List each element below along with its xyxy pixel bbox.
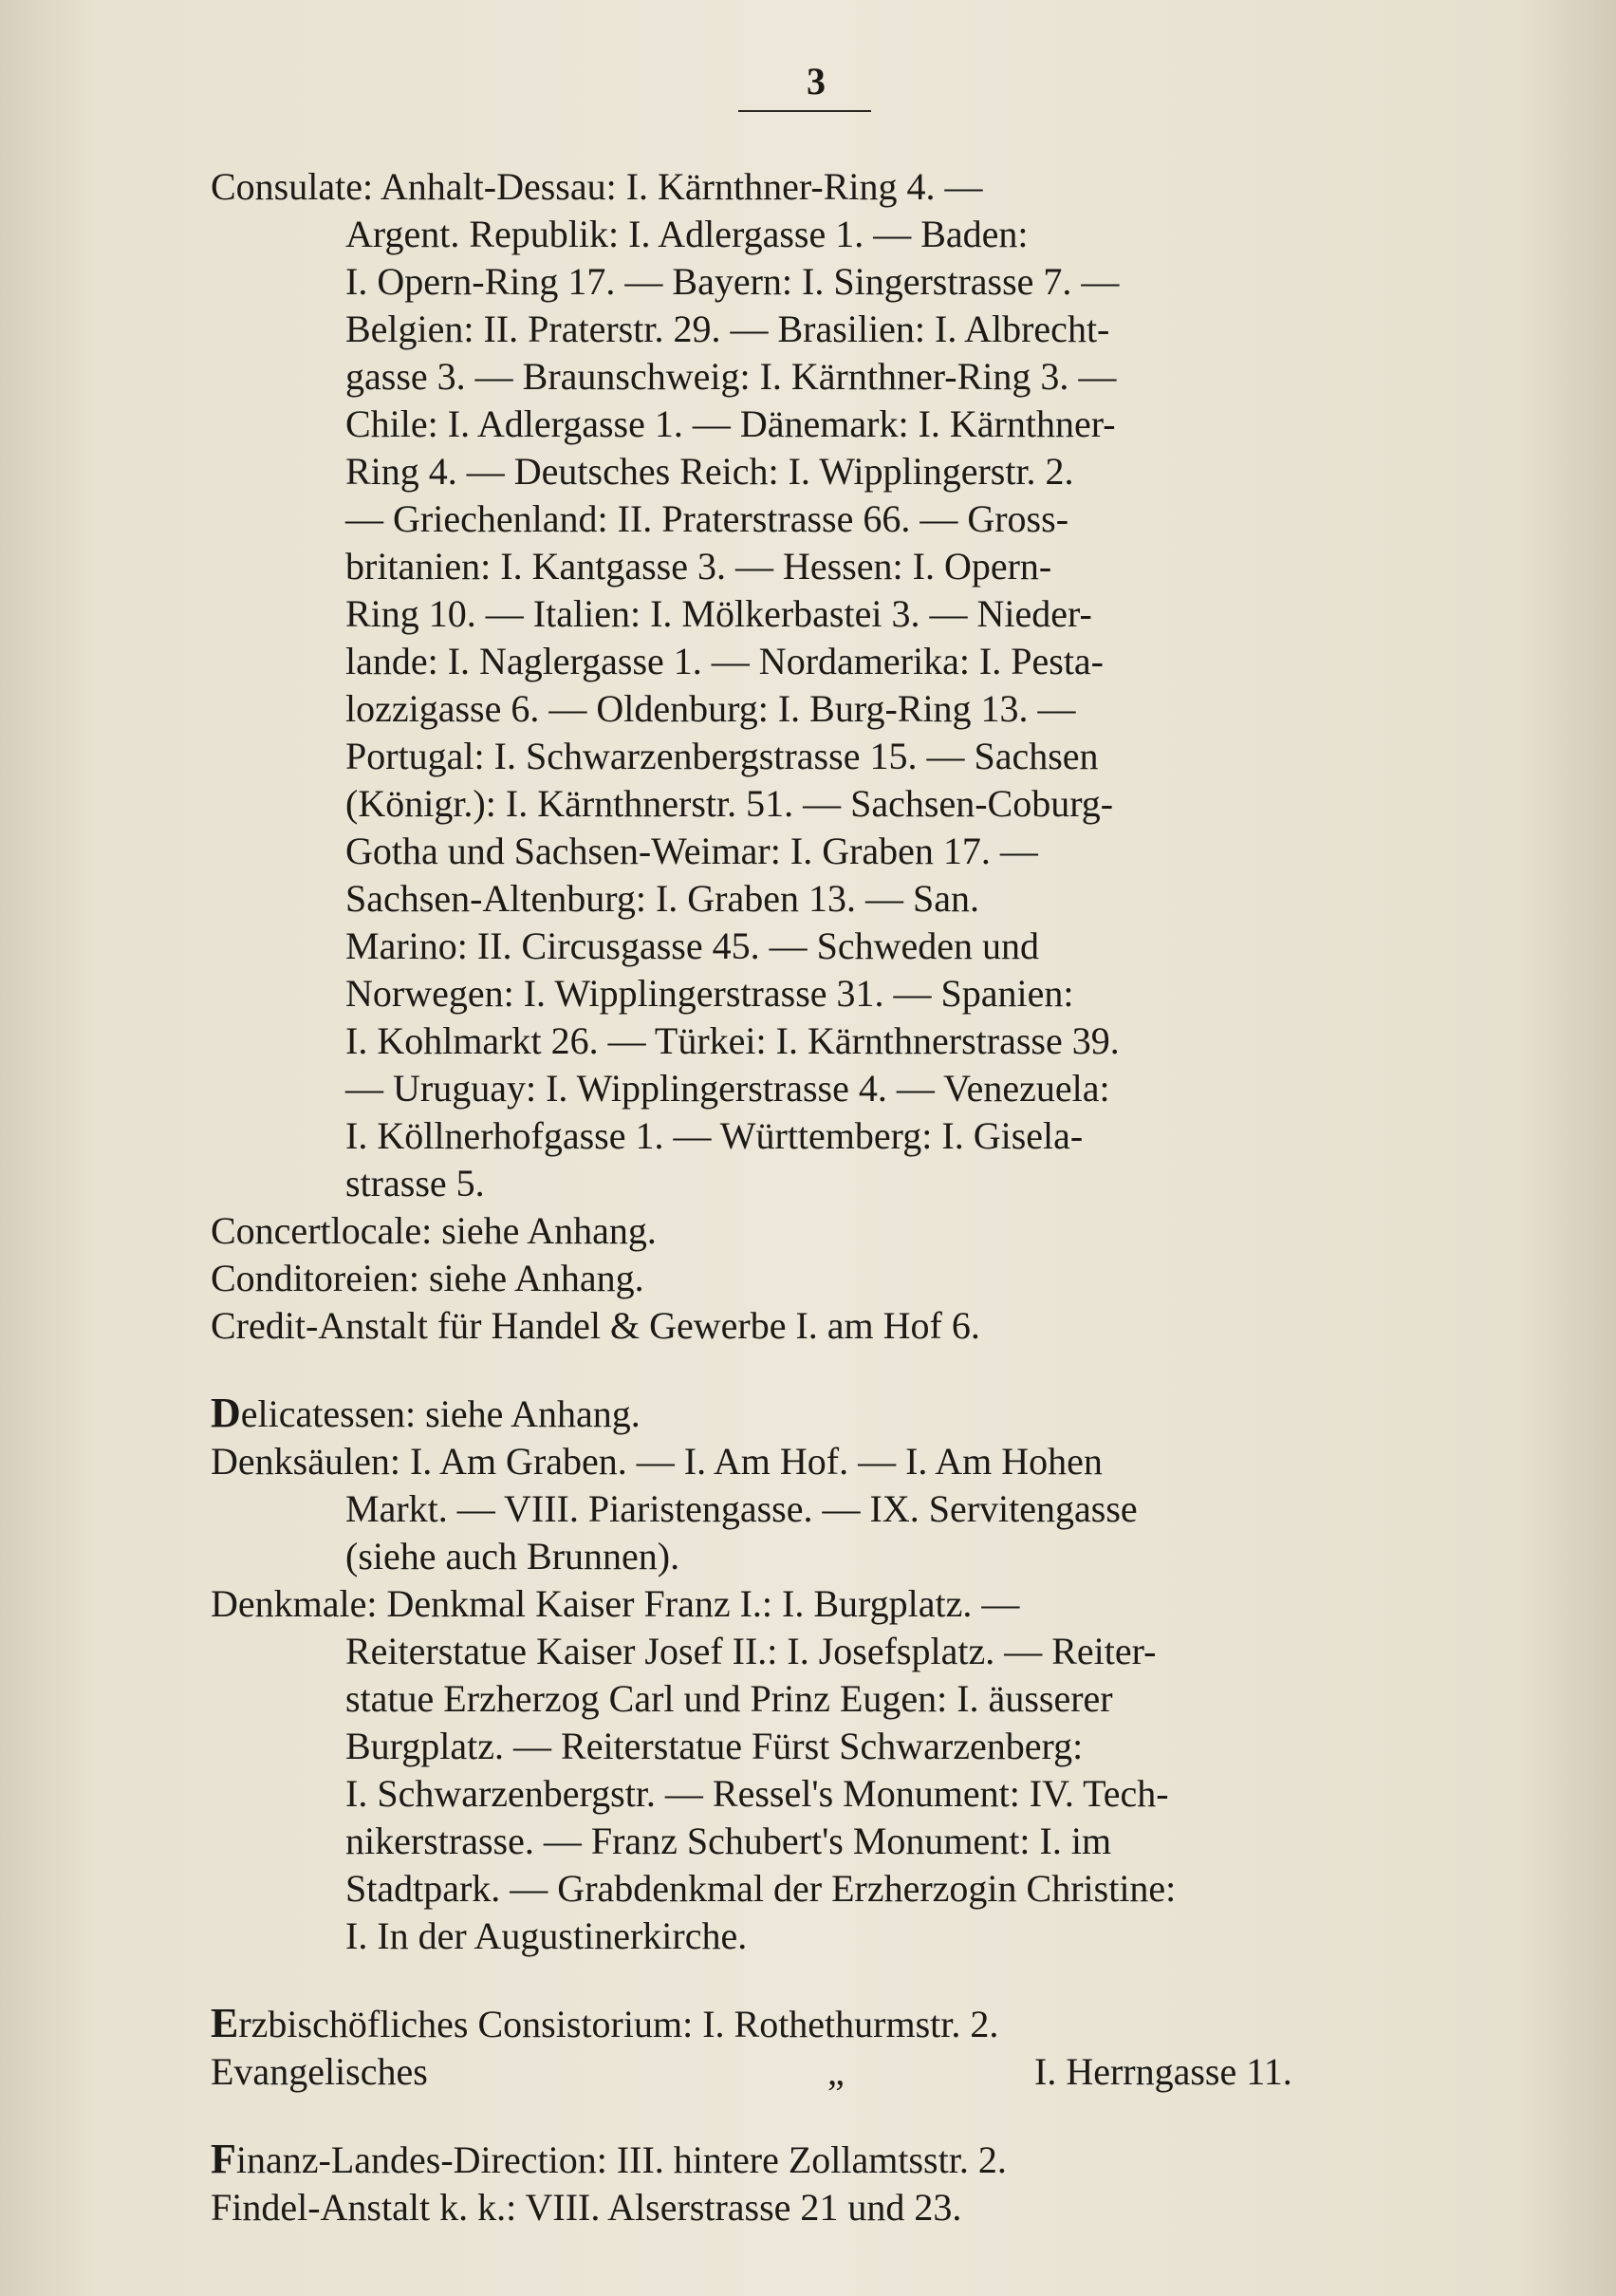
text-line: lande: I. Naglergasse 1. — Nordamerika: I. Pesta-	[345, 640, 1105, 682]
text-line: Ring 10. — Italien: I. Mölkerbastei 3. — Nieder-	[345, 592, 1092, 635]
text-line: Markt. — VIII. Piaristengasse. — IX. Servitengasse	[345, 1487, 1138, 1530]
text-line: Marino: II. Circusgasse 45. — Schweden und	[345, 924, 1039, 967]
entry-text: inanz-Landes-Direction: III. hintere Zollamtsstr. 2.	[235, 2138, 1007, 2181]
entry-denksaeulen	[211, 1438, 1444, 1580]
section-initial-f: F	[211, 2136, 236, 2182]
entry-label: Evangelisches	[211, 2050, 428, 2093]
text-line: Norwegen: I. Wipplingerstrasse 31. — Spanien:	[345, 972, 1074, 1015]
text-line: (siehe auch Brunnen).	[345, 1535, 680, 1577]
text-line: — Uruguay: I. Wipplingerstrasse 4. — Venezuela:	[345, 1067, 1110, 1110]
section-gap	[211, 1960, 1444, 2000]
ditto-mark: „	[827, 2050, 845, 2093]
text-line: Argent. Republik: I. Adlergasse 1. — Baden:	[345, 213, 1029, 255]
text-line: Belgien: II. Praterstr. 29. — Brasilien: I. Albrecht-	[345, 308, 1110, 350]
section-gap	[211, 1350, 1444, 1390]
entry-findel-anstalt: Findel-Anstalt k. k.: VIII. Alserstrasse 21 und 23.	[211, 2186, 962, 2229]
entry-text: rzbischöfliches Consistorium: I. Rothethurmstr. 2.	[238, 2003, 999, 2045]
text-line: I. Kohlmarkt 26. — Türkei: I. Kärnthnerstrasse 39.	[345, 1019, 1120, 1062]
text-line: Stadtpark. — Grabdenkmal der Erzherzogin Christine:	[345, 1867, 1177, 1910]
entry-concertlocale: Concertlocale: siehe Anhang.	[211, 1209, 657, 1252]
entry-consistorium	[211, 2000, 1444, 2048]
text-line: gasse 3. — Braunschweig: I. Kärnthner-Ring 3. —	[345, 355, 1117, 398]
text-line: I. In der Augustinerkirche.	[345, 1914, 748, 1957]
text-line: nikerstrasse. — Franz Schubert's Monument: I. im	[345, 1820, 1112, 1862]
text-line: I. Schwarzenbergstr. — Ressel's Monument: IV. Tech-	[345, 1772, 1169, 1815]
entry-conditoreien: Conditoreien: siehe Anhang.	[211, 1257, 644, 1299]
text-line: Denksäulen: I. Am Graben. — I. Am Hof. — I. Am Hohen	[211, 1440, 1103, 1483]
text-line: lozzigasse 6. — Oldenburg: I. Burg-Ring 13. —	[345, 687, 1076, 730]
text-line: strasse 5.	[345, 1162, 485, 1204]
text-line: statue Erzherzog Carl und Prinz Eugen: I. äusserer	[345, 1677, 1113, 1720]
text-line: Reiterstatue Kaiser Josef II.: I. Josefsplatz. — Reiter-	[345, 1630, 1157, 1672]
text-line: Denkmale: Denkmal Kaiser Franz I.: I. Burgplatz. —	[211, 1582, 1020, 1625]
entry-delicatessen	[211, 1390, 1444, 1438]
text-line: Chile: I. Adlergasse 1. — Dänemark: I. Kärnthner-	[345, 402, 1116, 445]
entry-consulate	[211, 163, 1444, 1207]
text-line: — Griechenland: II. Praterstrasse 66. — Gross-	[345, 497, 1069, 540]
text-line: Consulate: Anhalt-Dessau: I. Kärnthner-Ring 4. —	[211, 165, 983, 208]
entry-text: elicatessen: siehe Anhang.	[240, 1392, 641, 1435]
section-initial-e: E	[211, 2000, 239, 2046]
page-content	[211, 163, 1444, 2231]
text-line: Burgplatz. — Reiterstatue Fürst Schwarzenberg:	[345, 1725, 1084, 1767]
section-initial-d: D	[211, 1390, 241, 1436]
text-line: (Königr.): I. Kärnthnerstr. 51. — Sachsen-Coburg-	[345, 782, 1114, 825]
section-gap	[211, 2096, 1444, 2136]
page-number: 3	[807, 60, 826, 103]
text-line: Ring 4. — Deutsches Reich: I. Wipplingerstr. 2.	[345, 450, 1074, 493]
entry-denkmale	[211, 1580, 1444, 1960]
text-line: I. Köllnerhofgasse 1. — Württemberg: I. Gisela-	[345, 1114, 1084, 1157]
text-line: I. Opern-Ring 17. — Bayern: I. Singerstrasse 7. —	[345, 260, 1120, 303]
entry-evangelisches	[211, 2048, 1444, 2096]
entry-finanz	[211, 2136, 1444, 2184]
text-line: Portugal: I. Schwarzenbergstrasse 15. — Sachsen	[345, 735, 1099, 777]
text-line: britanien: I. Kantgasse 3. — Hessen: I. Opern-	[345, 545, 1052, 588]
text-line: Gotha und Sachsen-Weimar: I. Graben 17. —	[345, 830, 1038, 872]
entry-address: I. Herrngasse 11.	[1034, 2050, 1292, 2093]
page-number-rule	[738, 110, 871, 112]
entry-credit-anstalt: Credit-Anstalt für Handel & Gewerbe I. am Hof 6.	[211, 1304, 980, 1347]
text-line: Sachsen-Altenburg: I. Graben 13. — San.	[345, 877, 980, 920]
